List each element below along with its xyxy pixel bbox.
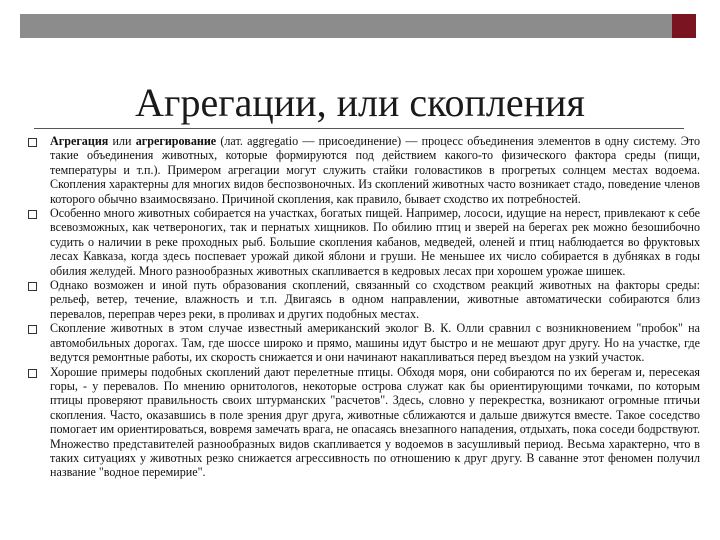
square-bullet-icon [28,210,37,219]
square-bullet-icon [28,325,37,334]
bullet-item [28,206,700,278]
bullet-text: Однако возможен и иной путь образования скоплений, связанный со сходством реакций животных на факторы среды: рельеф, ветер, течение, влажность и т.п. Двигаясь в одном направлении, животные автоматически собираются близ перевалов, переправ через реки, в проливах и других подобных местах. [50,278,700,321]
bullet-item [28,321,700,364]
bullet-text: Особенно много животных собирается на участках, богатых пищей. Например, лососи, идущие на нерест, привлекают к себе всевозможных, как четвероногих, так и пернатых хищников. По обилию птиц и зверей на берегах рек можно безошибочно судить о наличии в реке проходных рыб. Большие скопления кабанов, медведей, оленей и птиц наблюдается во фруктовых лесах Кавказа, когда здесь поспевает урожай дикой яблони и груши. Не меньшее их число собирается в дубняках в годы обилия желудей. Много разнообразных животных скапливается в кедровых лесах при хорошем урожае шишек. [50,206,700,278]
bullet-item [28,134,700,206]
square-bullet-icon [28,369,37,378]
slide-title: Агрегации, или скопления [135,80,585,125]
header-bar-accent [672,14,696,38]
term-connector: или [108,134,136,148]
bullet-item [28,278,700,321]
bullet-text: Хорошие примеры подобных скоплений дают перелетные птицы. Обходя моря, они собираются по их берегам и, пересекая горы, - у перевалов. По мнению орнитологов, некоторые острова служат как бы ориентирующими точками, по которым птицы проверяют правильность своих штурманских "расчетов". Здесь, словно у перекрестка, возникают огромные птичьи скопления. Часто, оказавшись в поле зрения друг друга, животные сближаются и дальше движутся вместе. Такое соседство помогает им ориентироваться, вовремя замечать врага, не опасаясь внезапного нападения, отдыхать, пока соседи бодрствуют. Множество представителей разнообразных видов скапливается у водоемов в засушливый период. Весьма характерно, что в таких ситуациях у животных резко снижается агрессивность по отношению к друг другу. В саванне этот феномен получил название "водное перемирие". [50,364,700,480]
header-bar-gray [20,14,672,38]
bullet-text: (лат. aggregatio — присоединение) — процесс объединения элементов в одну систему. Это такие объединения животных, которые формируются под действием какого-то физического фактора среды (пищи, температуры и т.п.). Примером агрегации могут служить стайки головастиков в прогретых солнцем местах водоема. Скопления характерны для многих видов беспозвоночных. Из скоплений животных часто возникает стадо, поведение членов которого обычно взаимосвязано. Причиной скопления, как правило, бывает сходство их потребностей. [50,134,700,206]
bullet-text: Скопление животных в этом случае известный американский эколог В. К. Олли сравнил с возникновением "пробок" на автомобильных дорогах. Там, где шоссе широко и прямо, машины идут быстро и не мешают друг другу. Но на участке, где ведутся ремонтные работы, их скорость снижается и они начинают накапливаться перед въездом на узкий участок. [50,321,700,365]
square-bullet-icon [28,282,37,291]
term-aggregation: Агрегация [50,134,109,148]
square-bullet-icon [28,138,37,147]
term-aggregating: агрегирование [135,134,217,148]
decorative-header-bar [20,14,696,38]
bullet-list [28,134,700,480]
bullet-item [28,365,700,480]
title-divider [34,128,684,129]
